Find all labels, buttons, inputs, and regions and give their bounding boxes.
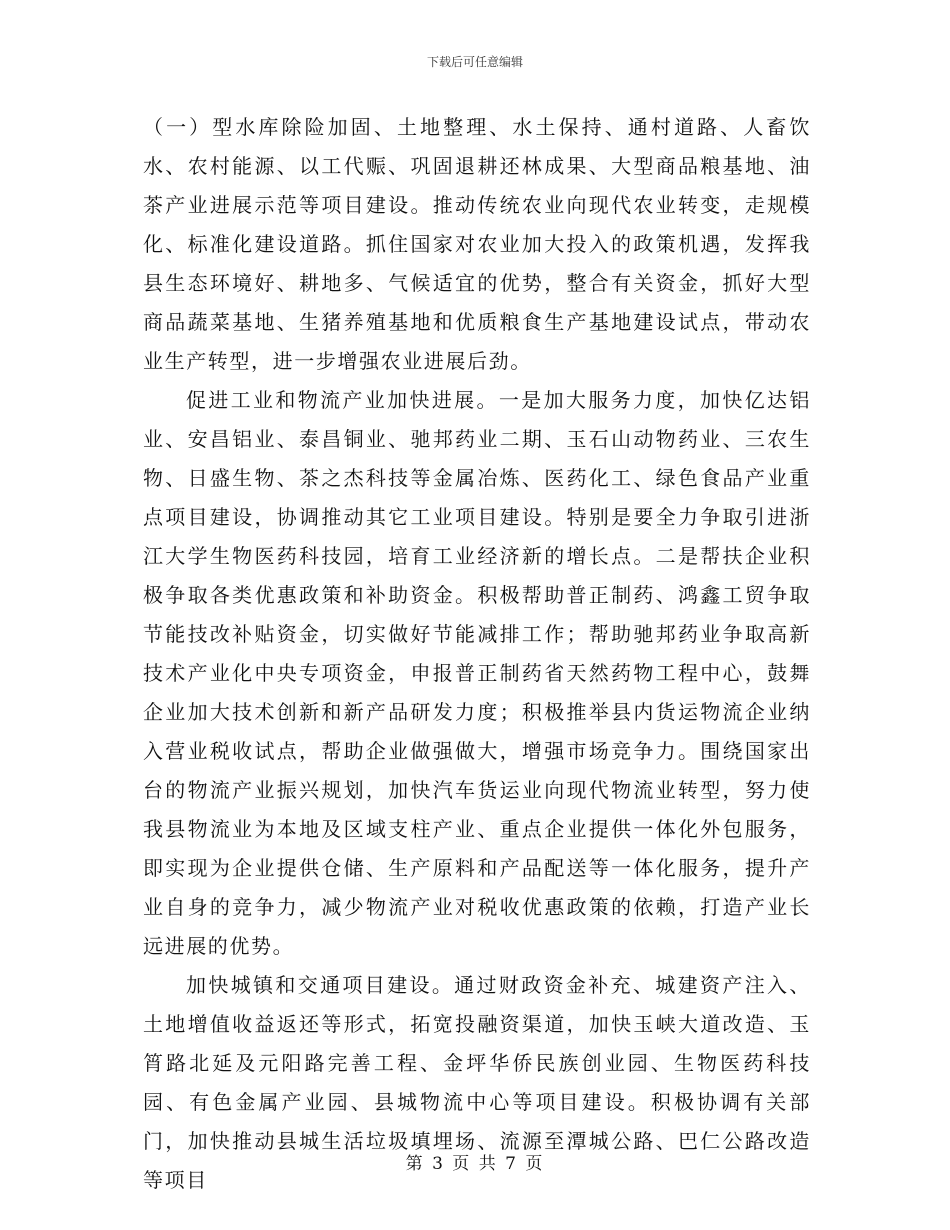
paragraph-industry-logistics: 促进工业和物流产业加快进展。一是加大服务力度，加快亿达铝业、安昌铝业、泰昌铜业、驰邦药业二期、玉石山动物药业、三农生物、日盛生物、茶之杰科技等金属冶炼、医药化工、绿色食品产业重点项目建设，协调推动其它工业项目建设。特别是要全力争取引进浙江大学生物医药科技园，培育工业经济新的增长点。二是帮扶企业积极争取各类优惠政策和补助资金。积极帮助普正制药、鸿鑫工贸争取节能技改补贴资金，切实做好节能减排工作；帮助驰邦药业争取高新技术产业化中央专项资金，申报普正制药省天然药物工程中心，鼓舞企业加大技术创新和新产品研发力度；积极推举县内货运物流企业纳入营业税收试点，帮助企业做强做大，增强市场竞争力。围绕国家出台的物流产业振兴规划，加快汽车货运业向现代物流业转型，努力使我县物流业为本地及区域支柱产业、重点企业提供一体化外包服务，即实现为企业提供仓储、生产原料和产品配送等一体化服务，提升产业自身的竞争力，减少物流产业对税收优惠政策的依赖，打造产业长远进展的优势。 (143, 388, 811, 958)
page-number: 第 3 页 共 7 页 (405, 1154, 545, 1174)
document-body (143, 108, 811, 1200)
paragraph-agriculture: （一）型水库除险加固、土地整理、水土保持、通村道路、人畜饮水、农村能源、以工代赈、巩固退耕还林成果、大型商品粮基地、油茶产业进展示范等项目建设。推动传统农业向现代农业转变，走规模化、标准化建设道路。抓住国家对农业加大投入的政策机遇，发挥我县生态环境好、耕地多、气候适宜的优势，整合有关资金，抓好大型商品蔬菜基地、生猪养殖基地和优质粮食生产基地建设试点，带动农业生产转型，进一步增强农业进展后劲。 (143, 115, 811, 373)
paragraph-urban-transport: 加快城镇和交通项目建设。通过财政资金补充、城建资产注入、土地增值收益返还等形式，拓宽投融资渠道，加快玉峡大道改造、玉筲路北延及元阳路完善工程、金坪华侨民族创业园、生物医药科技园、有色金属产业园、县城物流中心等项目建设。积极协调有关部门，加快推动县城生活垃圾填埋场、流源至潭城公路、巴仁公路改造等项目 (143, 973, 811, 1192)
page-header-note: 下载后可任意编辑 (426, 55, 523, 69)
